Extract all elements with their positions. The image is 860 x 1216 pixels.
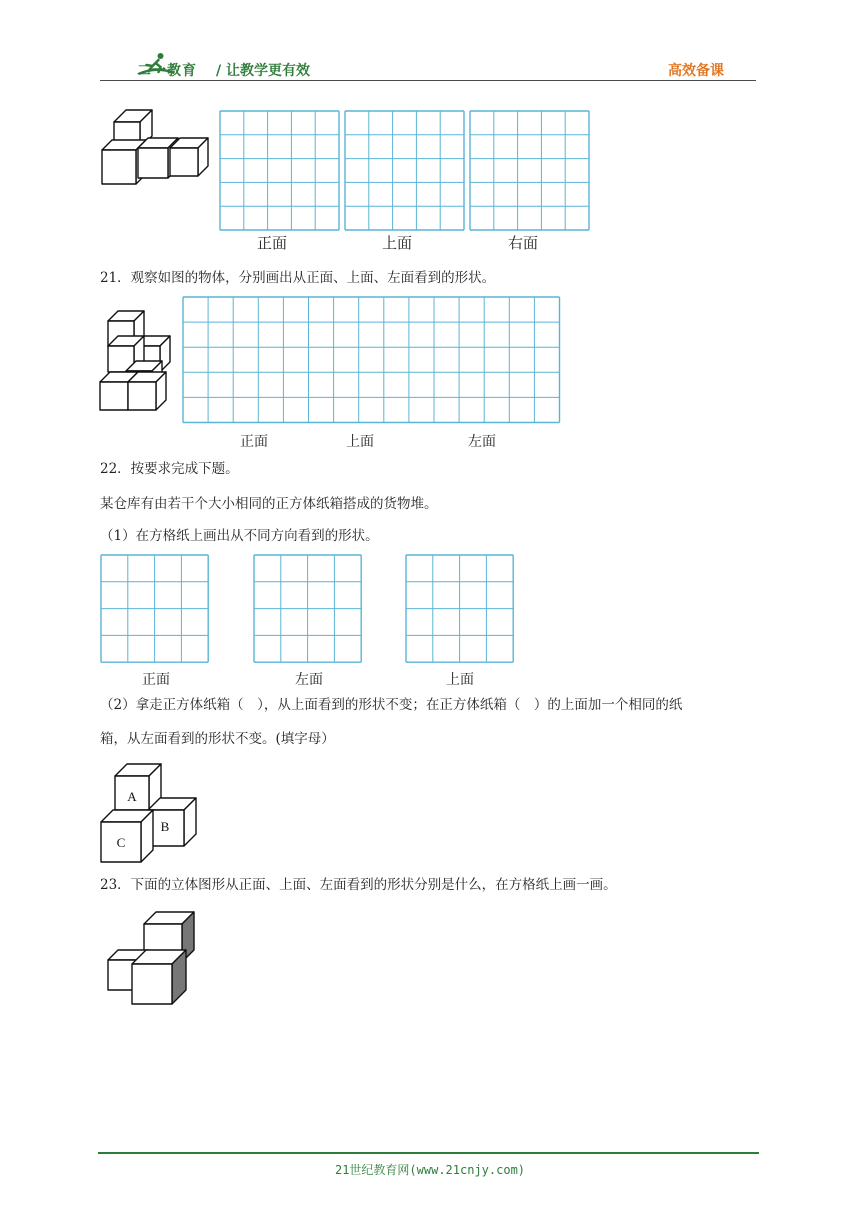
- question-23-text: 23．下面的立体图形从正面、上面、左面看到的形状分别是什么，在方格纸上画一画。: [100, 877, 617, 893]
- cube: [132, 950, 186, 1004]
- cube-letter-label: C: [116, 835, 126, 850]
- view-label: 左面: [468, 434, 496, 450]
- view-label: 上面: [446, 672, 474, 688]
- header-slogan: / 让教学更有效: [216, 63, 310, 79]
- view-label: 上面: [382, 234, 413, 252]
- grid-left: [254, 555, 361, 662]
- header-right-title: 高效备课: [668, 63, 724, 79]
- question-22-part2-line2: 箱，从左面看到的形状不变。(填字母）: [100, 731, 335, 747]
- question-22-text: 22．按要求完成下题。: [100, 461, 239, 477]
- grid-top: [406, 555, 513, 662]
- footer-divider: [98, 1152, 759, 1154]
- cube-letter-label: A: [127, 789, 137, 804]
- view-label: 正面: [142, 672, 170, 688]
- cube-letter-label: B: [160, 819, 170, 834]
- grid-top: [345, 111, 464, 230]
- cube: [101, 810, 153, 862]
- cube: [148, 798, 196, 846]
- grid-right: [470, 111, 589, 230]
- question-22-part2-line1: （2）拿走正方体纸箱（ ），从上面看到的形状不变；在正方体纸箱（ ）的上面加一个相同的纸: [100, 697, 683, 713]
- cube-figure-q22: [98, 762, 208, 864]
- grid-front: [220, 111, 339, 230]
- grid-front: [101, 555, 208, 662]
- cube-figure-q23: [104, 908, 199, 1008]
- logo-text: 二一教育: [137, 63, 197, 79]
- question-22-intro: 某仓库有由若干个大小相同的正方体纸箱搭成的货物堆。: [100, 496, 438, 512]
- view-label: 正面: [257, 234, 288, 252]
- view-label: 上面: [346, 434, 374, 450]
- question-22-part1: （1）在方格纸上画出从不同方向看到的形状。: [100, 528, 379, 544]
- footer-text: 21世纪教育网(www.21cnjy.com): [334, 1163, 526, 1177]
- view-label: 左面: [295, 672, 323, 688]
- cube-figure-q21: [98, 308, 178, 418]
- grid-views-q21: [183, 297, 560, 423]
- cube: [128, 372, 166, 410]
- view-label: 右面: [508, 234, 539, 252]
- view-label: 正面: [240, 434, 268, 450]
- question-21-text: 21．观察如图的物体，分别画出从正面、上面、左面看到的形状。: [100, 270, 496, 286]
